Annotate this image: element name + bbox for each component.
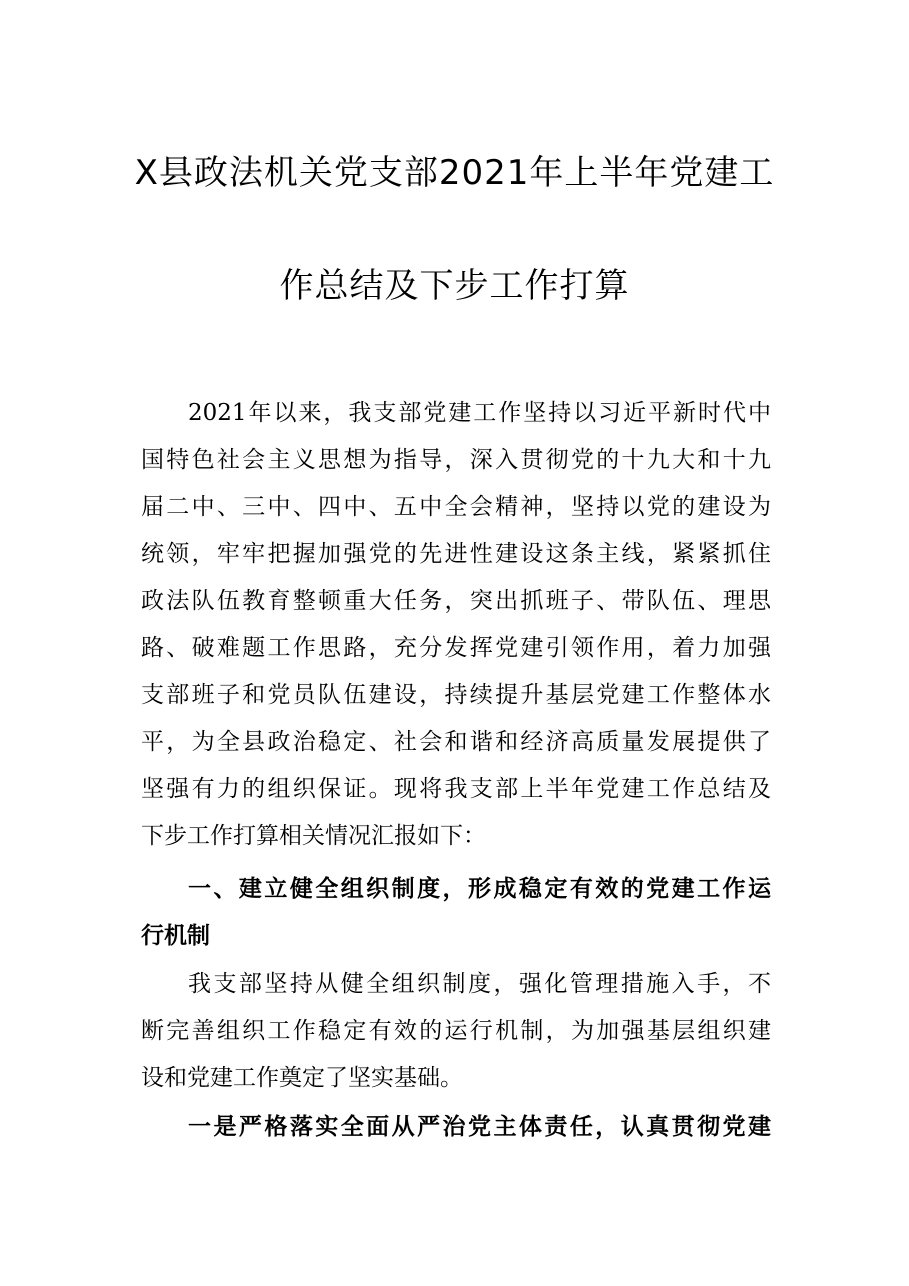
paragraph-line: 设和党建工作奠定了坚实基础。 [141, 1065, 463, 1091]
paragraph-line: 断完善组织工作稳定有效的运行机制，为加强基层组织建 [141, 1018, 771, 1044]
paragraph-line: 政法队伍教育整顿重大任务，突出抓班子、带队伍、理思 [141, 588, 771, 614]
paragraph-line: 下步工作打算相关情况汇报如下： [141, 823, 486, 849]
paragraph-line: 2021年以来，我支部党建工作坚持以习近平新时代中 [188, 400, 771, 426]
section-heading-line: 行机制 [141, 923, 210, 949]
paragraph-line: 国特色社会主义思想为指导，深入贯彻党的十九大和十九 [141, 447, 771, 473]
paragraph-line: 路、破难题工作思路，充分发挥党建引领作用，着力加强 [141, 635, 771, 661]
paragraph-line: 统领，牢牢把握加强党的先进性建设这条主线，紧紧抓住 [141, 541, 771, 567]
subsection-heading-line: 一是严格落实全面从严治党主体责任，认真贯彻党建 [188, 1114, 771, 1140]
paragraph-line: 坚强有力的组织保证。现将我支部上半年党建工作总结及 [141, 776, 771, 802]
paragraph-line: 届二中、三中、四中、五中全会精神，坚持以党的建设为 [141, 494, 771, 520]
paragraph-line: 平，为全县政治稳定、社会和谐和经济高质量发展提供了 [141, 729, 771, 755]
paragraph-line: 我支部坚持从健全组织制度，强化管理措施入手，不 [188, 971, 771, 997]
section-heading-line: 一、建立健全组织制度，形成稳定有效的党建工作运 [188, 876, 771, 902]
document-title-line-1: X县政法机关党支部2021年上半年党建工 [134, 153, 775, 193]
paragraph-line: 支部班子和党员队伍建设，持续提升基层党建工作整体水 [141, 682, 771, 708]
document-title-line-2: 作总结及下步工作打算 [279, 266, 630, 306]
